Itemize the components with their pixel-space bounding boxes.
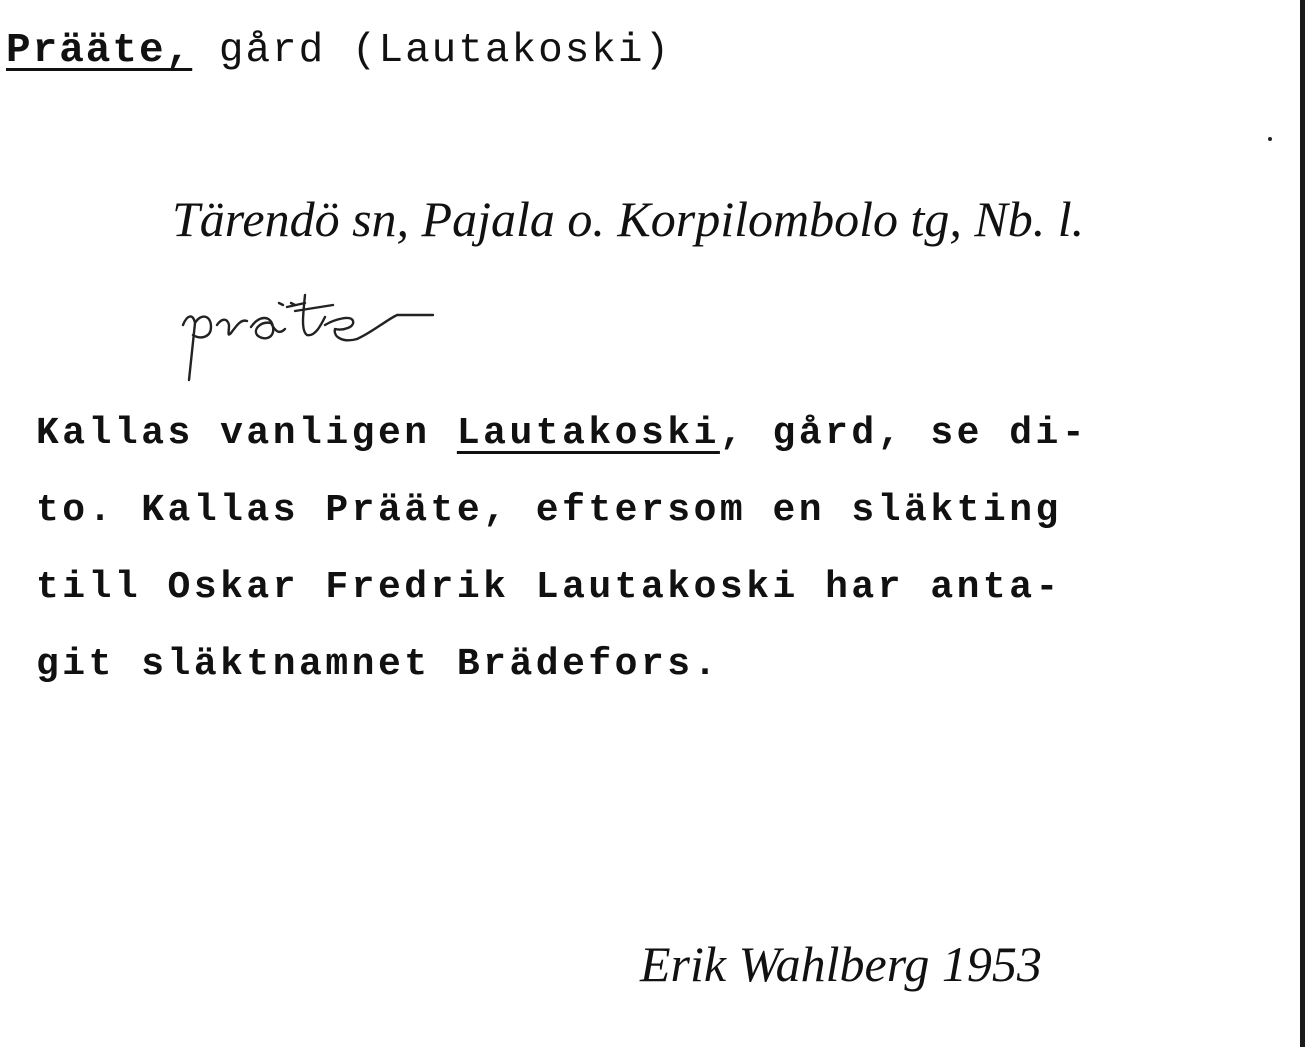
body-line-4: git släktnamnet Brädefors.: [36, 643, 720, 686]
headword: Prääte,: [6, 28, 193, 74]
card-body: [36, 395, 1276, 703]
handwritten-note: [175, 285, 445, 385]
headword-rest: gård (Lautakoski): [192, 28, 672, 74]
body-line-2: to. Kallas Prääte, eftersom en släkting: [36, 489, 1062, 532]
headword-line: [6, 28, 671, 74]
body-line-1: Kallas vanligen Lautakoski, gård, se di-: [36, 412, 1089, 455]
underlined-reference: Lautakoski: [456, 412, 720, 455]
location-line: Tärendö sn, Pajala o. Korpilombolo tg, Nb. l.: [172, 191, 1085, 247]
ink-speck: [1268, 137, 1272, 141]
body-line-3: till Oskar Fredrik Lautakoski har anta-: [36, 566, 1062, 609]
card-edge: [1300, 0, 1305, 1047]
signature: Erik Wahlberg 1953: [640, 936, 1042, 992]
